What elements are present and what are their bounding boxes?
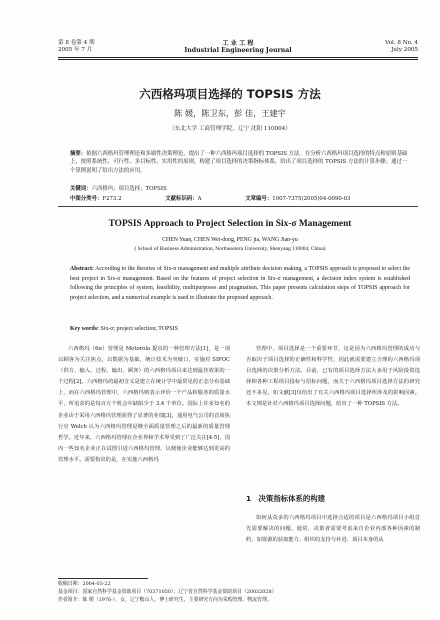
date-zh: 2005 年 7 月 bbox=[58, 47, 93, 53]
doc-value: A bbox=[197, 196, 202, 202]
body-column-left bbox=[58, 344, 230, 466]
class-label: 中图分类号： bbox=[70, 196, 103, 202]
section-body bbox=[246, 513, 420, 546]
running-header bbox=[58, 40, 418, 62]
header-rule-thick bbox=[58, 57, 418, 58]
abstract-label-zh: 摘要： bbox=[70, 151, 87, 157]
body-column-right bbox=[246, 344, 420, 411]
keywords-zh bbox=[70, 185, 410, 193]
paper-title-en: TOPSIS Approach to Project Selection in Six-σ Management bbox=[108, 219, 352, 229]
footnote-author: 作者简介：陈 媛（1976-），女，辽宁鞍山人，博士研究生，主要研究方向为采购管理、物流管理。 bbox=[58, 596, 272, 603]
article-value: 1007-7375(2005)04-0090-03 bbox=[272, 196, 351, 202]
abstract-zh bbox=[70, 150, 410, 175]
volume-zh: 第 8 卷第 4 期 bbox=[58, 40, 95, 46]
journal-name-zh: 工 业 工 程 bbox=[222, 40, 254, 47]
keywords-label-en: Key words: bbox=[70, 326, 99, 332]
date-en: July 2005 bbox=[391, 47, 418, 53]
volume-en: Vol. 8 No. 4 bbox=[385, 40, 418, 46]
journal-name-en: Industrial Engineering Journal bbox=[184, 47, 292, 54]
affiliation-zh: （东北大学 工商管理学院，辽宁 沈阳 110004） bbox=[169, 126, 291, 132]
doc-label: 文献标识码： bbox=[165, 196, 198, 202]
article-number bbox=[245, 196, 350, 202]
affiliation-en: ( School of Business Administration, Northeastern University, Shenyang 110004, China) bbox=[134, 246, 326, 252]
footnote-rule bbox=[58, 578, 148, 579]
abstract-en bbox=[70, 265, 410, 304]
authors-zh: 陈 媛，陈卫东，彭 佳，王建宇 bbox=[174, 108, 286, 118]
paper-title-zh: 六西格玛项目选择的 TOPSIS 方法 bbox=[139, 87, 321, 101]
classification-line bbox=[70, 195, 410, 203]
class-value: F273.2 bbox=[102, 196, 122, 202]
class-number bbox=[70, 196, 122, 202]
header-center bbox=[58, 40, 418, 54]
footnote-received: 收稿日期：2004-03-22 bbox=[58, 581, 111, 587]
footnote-fund: 基金项目：国家自然科学基金资助项目（70371050）；辽宁省自然科学基金资助项目（20032028） bbox=[58, 588, 277, 595]
authors-en: CHEN Yuan, CHEN Wei-dong, PENG jia, WANG Jian-yu bbox=[162, 237, 298, 243]
intro-paragraph: 六西格玛（6σ）管理是 Motorola 提出的一种管理方法[1]，是一项以顾客为关注焦点，以数据为基础，统计技术为突破口，实施对 SIPOC（供方、输入、过程、输出、顾客）的六西格玛项目来达到最佳效果的一个过程[2]。六西格玛的最初含义是建立在统计学中最常见的正态分布基础上，而在六西格玛管理中，六西格玛则表示评价一个产品和服务的质量水平，所追求的是每百万个机会中缺陷少于 3.4 个单位。国际上许多知名的企业由于采用六西格玛管理获得了显著的业绩[3]，通用电气公司的首席执行官 Welch 认为六西格玛管理是继全面质量管理之后的最新的质量管理哲学。近年来，六西格玛管理在企业界和学术界受到了广泛关注[4-5]，国内一些知名企业正在试图引进六西格玛管理，以便使企业能够达到更高的管理水平。需要指出的是，在实施六西格玛 bbox=[58, 346, 230, 463]
keywords-en bbox=[70, 325, 410, 334]
keywords-text-en: Six-σ; project selection; TOPSIS bbox=[98, 326, 178, 332]
keywords-text-zh: 六西格玛；项目选择；TOPSIS bbox=[91, 186, 167, 192]
keywords-label-zh: 关键词： bbox=[70, 186, 92, 192]
header-rule-thin bbox=[58, 59, 418, 60]
abstract-label-en: Abstract: bbox=[70, 266, 94, 272]
footnotes bbox=[58, 581, 420, 604]
abstract-text-zh: 依据六西格玛管理理论和多属性决策理论，提出了一种六西格玛项目选择的 TOPSIS 方法。在分析六西格玛项目选择的特点和原则基础上，按照系统性、可行性、多目标性、实用性的原则，构建了项目选择的决策指标体系，给出了项目选择的 TOPSIS 方法的计算步骤；通过一个算例说明了给出方法的应用。 bbox=[70, 151, 408, 174]
intro-paragraph-continued: 管理中，项目选择是一个重要环节，这是因为六西格玛管理的成功与否取决于项目选择的正确性和科学性，因此就需要建立合理的六西格玛项目选择的决策分析方法。目前，已有的项目选择方法大多用于风险投资选择和各种工程项目投标与招标问题，而关于六西格玛项目选择方法的研究还不多见，如文献[3]仅给出了有关六西格玛项目选择所涉及的影响因素。本文则是针对六西格玛项目选择问题，给出了一种 TOPSIS 方法。 bbox=[246, 346, 420, 408]
section-heading: 1 决策指标体系的构建 bbox=[246, 494, 326, 503]
article-label: 文章编号： bbox=[245, 196, 273, 202]
doc-code bbox=[165, 196, 201, 202]
section-paragraph: 如何从众多的六西格玛项目中选择合适的项目是六西格玛项目小组首先需要解决的问题。通常，决策者需要考虑来自企业内部各种因素的制约，如资源的获取能力、组织的支持与补进、项目本身的从 bbox=[246, 515, 420, 544]
section-divider bbox=[58, 206, 418, 207]
header-right bbox=[385, 40, 418, 54]
abstract-text-en: According to the theories of Six-σ management and multiple attribute decision making, a TOPSIS approach is proposed to select the best project in Six-σ management. Based on the features of project selection in Six-σ management, a decision index system is established following the principles of system, feasibility, multipurposes and pragmatism. This paper presents calculation steps of TOPSIS approach for project selection, and a numerical example is used to illustrate the proposed approach. bbox=[70, 266, 410, 302]
